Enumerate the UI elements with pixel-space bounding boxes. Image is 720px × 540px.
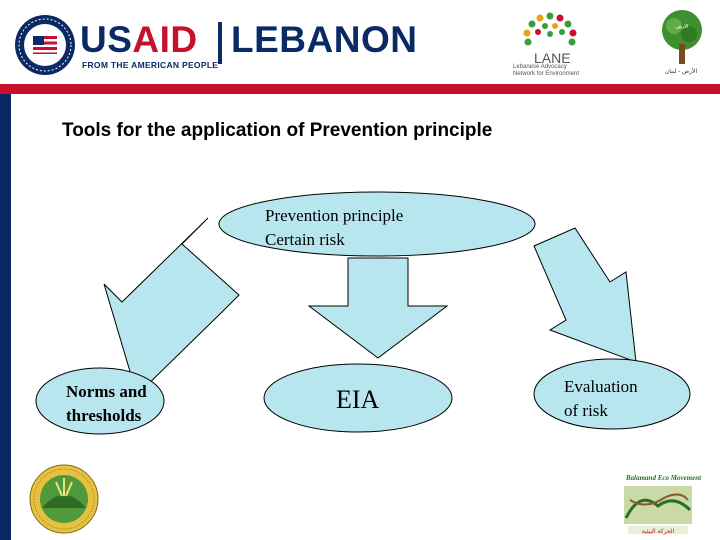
usaid-us: US xyxy=(80,19,133,60)
top-node-line2: Certain risk xyxy=(265,230,345,249)
svg-text:ﺍﻟﺤﺮﻛﺔ ﺍﻟﺒﻴﺌﻴﺔ: ﺍﻟﺤﺮﻛﺔ ﺍﻟﺒﻴﺌﻴﺔ xyxy=(641,528,675,535)
lane-subtitle-line1: Lebanese Advocacy xyxy=(513,64,567,70)
tree-caption: الأرض - لبنان xyxy=(664,69,698,75)
left-node-line2: thresholds xyxy=(66,406,142,425)
arrow-to-left-node xyxy=(104,218,239,395)
slide-title: Tools for the application of Prevention principle xyxy=(62,120,493,141)
usaid-tagline: FROM THE AMERICAN PEOPLE xyxy=(82,60,219,70)
lane-name: LANE xyxy=(534,50,571,66)
right-node-line2: of risk xyxy=(564,401,608,420)
right-node-line1: Evaluation xyxy=(564,377,638,396)
svg-text:ﺍﻻﺭﺽ: ﺍﻻﺭﺽ xyxy=(675,24,689,30)
top-node-line1: Prevention principle xyxy=(265,206,404,225)
arrow-to-middle-node xyxy=(309,258,447,358)
university-balamand-logo-icon xyxy=(28,462,100,536)
lane-subtitle-line2: Network for Environment xyxy=(513,71,580,77)
left-node-line1: Norms and xyxy=(66,382,147,401)
usaid-aid: AID xyxy=(132,19,198,60)
arrow-to-right-node xyxy=(534,228,636,362)
eco-movement-caption: Balamand Eco Movement xyxy=(626,474,702,482)
middle-node-label: EIA xyxy=(336,385,380,414)
country-wordmark: LEBANON xyxy=(231,19,418,60)
